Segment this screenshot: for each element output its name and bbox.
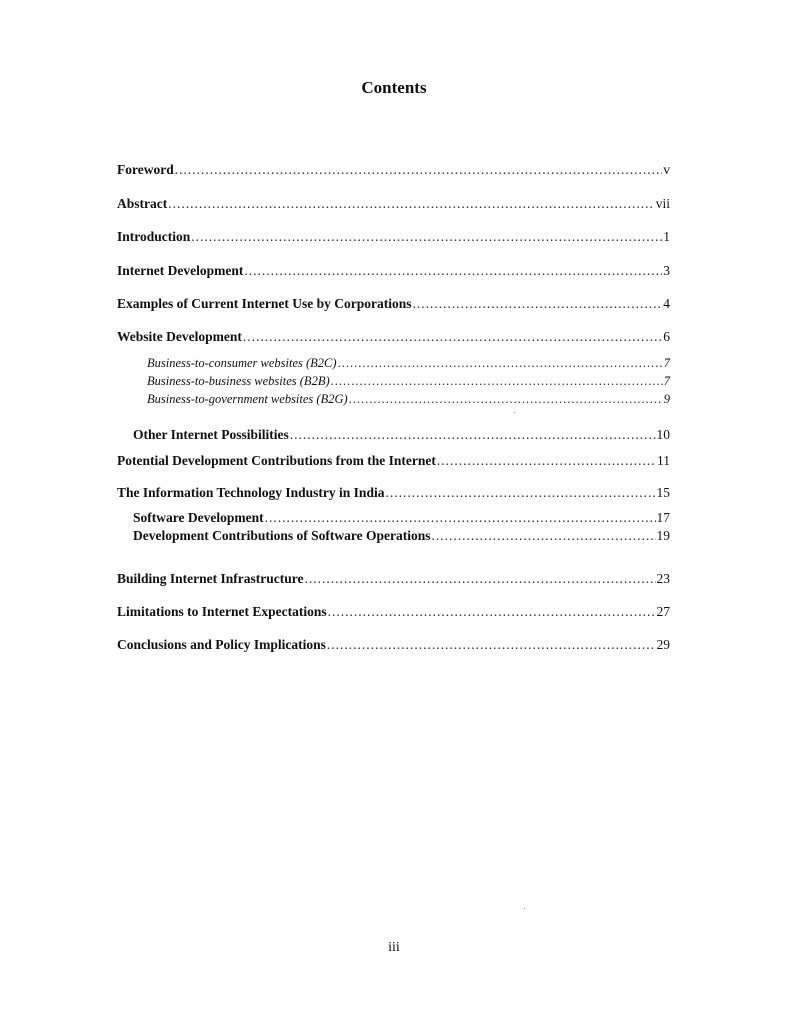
dot-leader: [290, 427, 656, 443]
toc-page-number: 15: [656, 485, 670, 500]
toc-entry-title: Business-to-consumer websites (B2C): [147, 356, 337, 370]
toc-entry-software-development[interactable]: [117, 510, 670, 526]
toc-entry-title: Abstract: [117, 196, 168, 211]
toc-page-number: 3: [663, 263, 670, 278]
toc-page-number: 1: [663, 229, 670, 244]
toc-page-number: 27: [656, 604, 670, 619]
dot-leader: [168, 196, 654, 212]
toc-entry-limitations[interactable]: [117, 604, 670, 620]
toc-page-number: vii: [655, 196, 670, 211]
toc-entry-introduction[interactable]: [117, 229, 670, 245]
toc-entry-title: Potential Development Contributions from the Internet: [117, 453, 436, 468]
toc-entry-title: Development Contributions of Software Operations: [133, 528, 431, 543]
toc-entry-title: Limitations to Internet Expectations: [117, 604, 327, 619]
dot-leader: [175, 162, 663, 178]
dot-leader: [243, 329, 662, 345]
toc-entry-conclusions[interactable]: [117, 637, 670, 653]
toc-page-number: v: [663, 162, 670, 177]
toc-entry-title: Website Development: [117, 329, 242, 344]
dot-leader: [331, 373, 663, 389]
dot-leader: [327, 637, 656, 653]
toc-page-number: 6: [663, 329, 670, 344]
dot-leader: [191, 229, 662, 245]
toc-entry-software-operations[interactable]: [117, 528, 670, 544]
dot-leader: [385, 485, 655, 501]
toc-page-number: 10: [656, 427, 670, 442]
scan-speck: [524, 908, 525, 909]
dot-leader: [244, 263, 662, 279]
toc-entry-title: Conclusions and Policy Implications: [117, 637, 326, 652]
dot-leader: [328, 604, 656, 620]
toc-page-number: 7: [663, 374, 670, 388]
toc-entry-b2g[interactable]: [117, 391, 670, 407]
toc-entry-website-development[interactable]: [117, 329, 670, 345]
toc-entry-foreword[interactable]: [117, 162, 670, 178]
toc-page-number: 23: [656, 571, 670, 586]
toc-entry-title: Business-to-business websites (B2B): [147, 374, 330, 388]
toc-entry-title: Introduction: [117, 229, 191, 244]
toc-entry-other-internet-possibilities[interactable]: [117, 427, 670, 443]
toc-entry-building-internet-infrastructure[interactable]: [117, 571, 670, 587]
toc-page-number: 17: [656, 510, 670, 525]
page-title: Contents: [361, 78, 427, 97]
dot-leader: [412, 296, 662, 312]
dot-leader: [432, 528, 656, 544]
toc-entry-title: Business-to-government websites (B2G): [147, 392, 348, 406]
toc-entry-abstract[interactable]: [117, 196, 670, 212]
toc-entry-it-industry-india[interactable]: [117, 485, 670, 501]
toc-page-number: 4: [663, 296, 670, 311]
toc-entry-title: The Information Technology Industry in India: [117, 485, 385, 500]
toc-page-number: 7: [663, 356, 670, 370]
toc-entry-potential-development-contributions[interactable]: [117, 453, 670, 469]
toc-entry-title: Other Internet Possibilities: [133, 427, 289, 442]
toc-page-number: 11: [657, 453, 670, 468]
dot-leader: [305, 571, 656, 587]
toc-entry-internet-development[interactable]: [117, 263, 670, 279]
dot-leader: [349, 391, 663, 407]
dot-leader: [265, 510, 656, 526]
toc-page-number: 19: [656, 528, 670, 543]
dot-leader: [338, 355, 663, 371]
page-number: iii: [388, 940, 400, 955]
toc-page-number: 9: [663, 392, 670, 406]
dot-leader: [437, 453, 656, 469]
toc-entry-title: Foreword: [117, 162, 174, 177]
toc-entry-b2c[interactable]: [117, 355, 670, 371]
scan-speck: [514, 412, 515, 413]
toc-entry-title: Examples of Current Internet Use by Corporations: [117, 296, 412, 311]
table-of-contents: [117, 0, 670, 1024]
toc-page-number: 29: [656, 637, 670, 652]
toc-entry-b2b[interactable]: [117, 373, 670, 389]
toc-entry-examples-current-internet-use[interactable]: [117, 296, 670, 312]
toc-entry-title: Software Development: [133, 510, 264, 525]
toc-entry-title: Building Internet Infrastructure: [117, 571, 304, 586]
toc-entry-title: Internet Development: [117, 263, 244, 278]
